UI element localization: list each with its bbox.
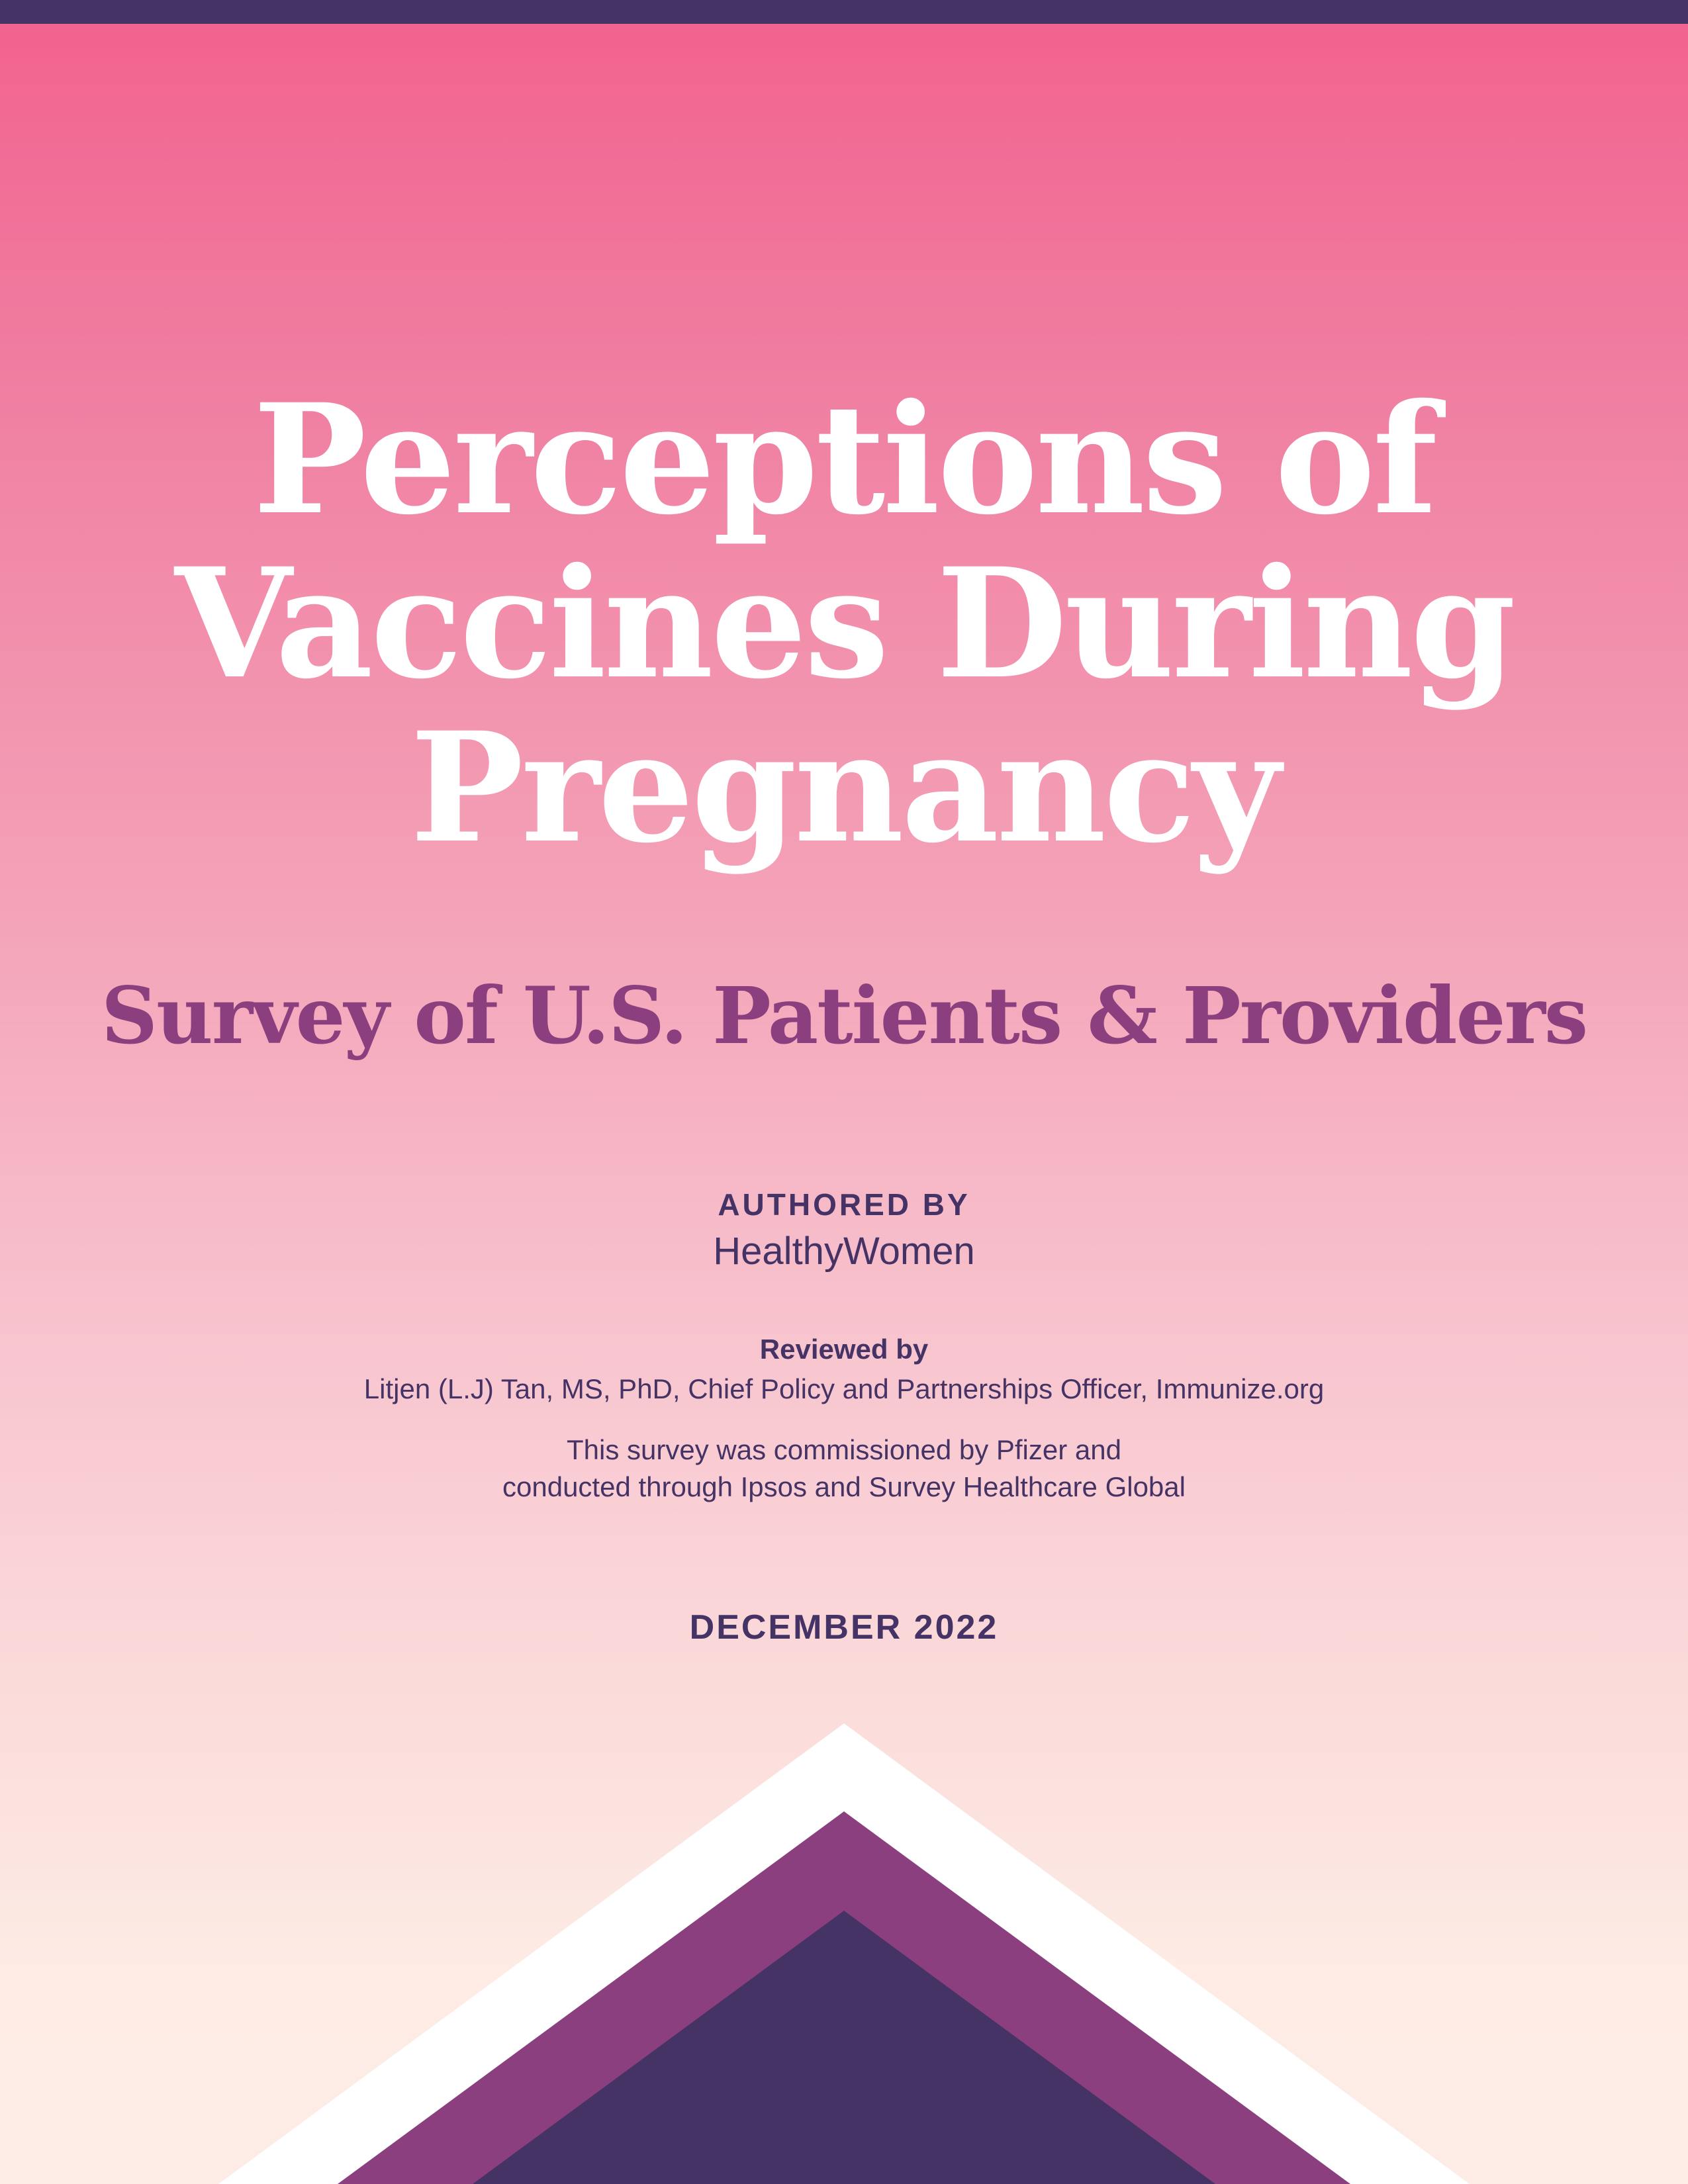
author-name: HealthyWomen: [713, 1230, 975, 1273]
report-subtitle: Survey of U.S. Patients & Providers: [101, 970, 1587, 1062]
title-line-1: Perceptions of: [253, 371, 1435, 548]
commission-note: [0, 1432, 1688, 1506]
title-line-3: Pregnancy: [410, 699, 1278, 876]
top-bar: [0, 0, 1688, 24]
commission-line-1: This survey was commissioned by Pfizer and: [567, 1434, 1121, 1465]
title-line-2: Vaccines During: [175, 535, 1513, 712]
commission-line-2: conducted through Ipsos and Survey Healthcare Global: [502, 1471, 1186, 1502]
publication-date: DECEMBER 2022: [689, 1608, 999, 1647]
chevron-graphic: [0, 1707, 1688, 2184]
reviewed-by-label: Reviewed by: [759, 1334, 929, 1365]
authored-by-label: AUTHORED BY: [718, 1187, 970, 1222]
reviewer-name: Litjen (L.J) Tan, MS, PhD, Chief Policy and Partnerships Officer, Immunize.org: [363, 1373, 1325, 1404]
report-title: [0, 371, 1688, 876]
